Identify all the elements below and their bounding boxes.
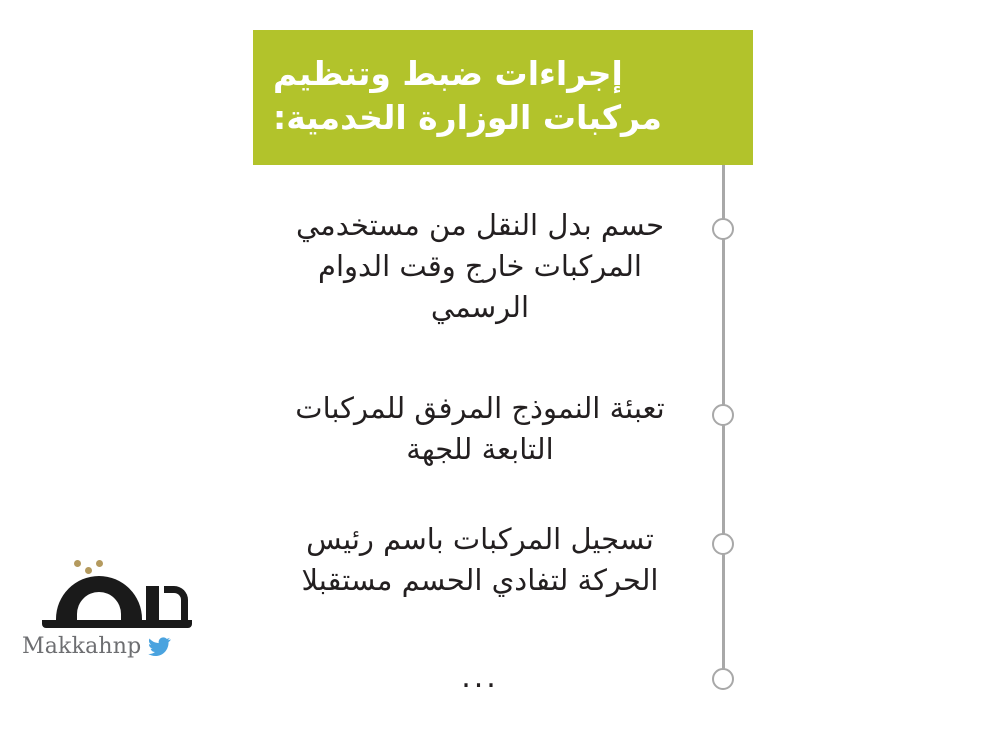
- timeline-node-4: [712, 668, 734, 690]
- step-item-2: تعبئة النموذج المرفق للمركبات التابعة للجهة: [295, 391, 665, 467]
- title-line-2: مركبات الوزارة الخدمية:: [273, 97, 662, 137]
- title-line-1: إجراءات ضبط وتنظيم: [273, 53, 623, 93]
- logo-hook-shape: [164, 586, 188, 622]
- more-indicator: ...: [461, 660, 499, 695]
- makkah-logo: [22, 560, 192, 670]
- title-banner: [253, 30, 753, 165]
- step-item-3: تسجيل المركبات باسم رئيس الحركة لتفادي الحسم مستقبلا: [301, 522, 659, 598]
- logo-dots-icon: [74, 560, 103, 574]
- timeline-node-2: [712, 404, 734, 426]
- timeline-node-3: [712, 533, 734, 555]
- social-handle-text: Makkahnp: [22, 634, 142, 659]
- twitter-bird-icon: [148, 637, 171, 656]
- logo-arch-shape: [56, 576, 142, 622]
- logo-baseline-shape: [42, 620, 192, 628]
- social-handle-row: [22, 634, 171, 659]
- logo-mark: [42, 560, 192, 628]
- logo-bar-shape: [146, 586, 159, 622]
- step-item-1: حسم بدل النقل من مستخدمي المركبات خارج وقت الدوام الرسمي: [295, 208, 665, 325]
- timeline-node-1: [712, 218, 734, 240]
